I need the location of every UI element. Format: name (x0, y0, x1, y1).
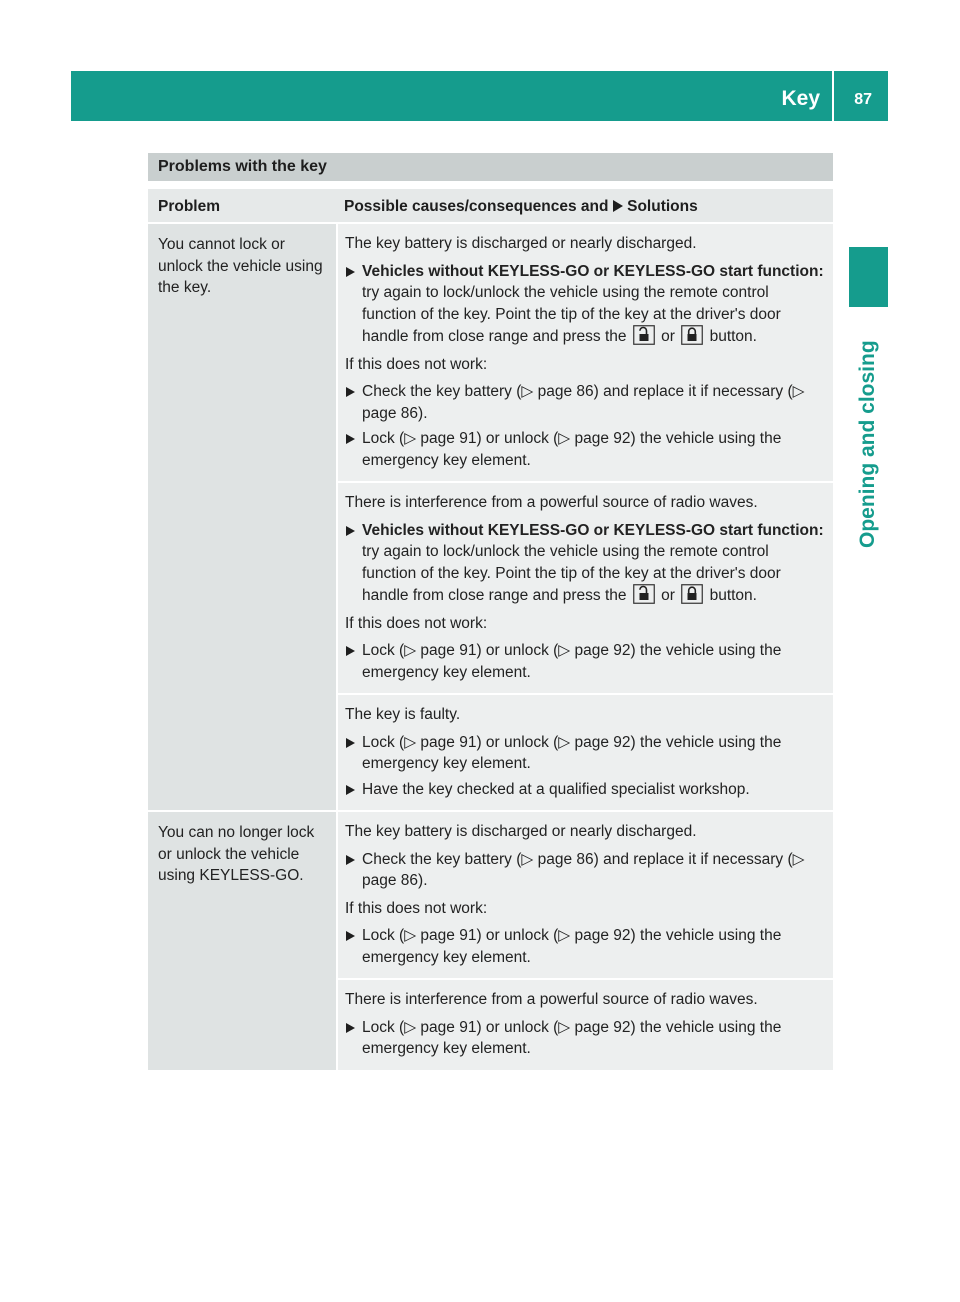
list-item: Lock (▷ page 91) or unlock (▷ page 92) the vehicle using the emergency key element. (345, 732, 827, 775)
cause-text: If this does not work: (345, 899, 488, 917)
causes-column (338, 812, 833, 1070)
list-item: Lock (▷ page 91) or unlock (▷ page 92) the vehicle using the emergency key element. (345, 1017, 827, 1060)
list-item: Vehicles without KEYLESS-GO or KEYLESS-GO start function: try again to lock/unlock the vehicle using the remote control function of the key. Point the tip of the key at the driver's door handle from close range and press the or button. (345, 261, 827, 348)
header-divider (832, 71, 834, 121)
section-title-bar (148, 153, 833, 181)
list-item: Check the key battery (▷ page 86) and replace it if necessary (▷ page 86). (345, 381, 827, 424)
cause-text: There is interference from a powerful source of radio waves. (345, 991, 758, 1008)
table-row (148, 812, 833, 1070)
lock-icon (681, 325, 703, 345)
cause-text: If this does not work: (345, 614, 488, 632)
header-causes: Possible causes/consequences and Solutions (344, 198, 698, 215)
problems-table (148, 189, 833, 1072)
header-title: Key (781, 87, 820, 110)
list-item: Lock (▷ page 91) or unlock (▷ page 92) the vehicle using the emergency key element. (345, 925, 827, 968)
section-title: Problems with the key (158, 158, 327, 175)
list-item: Lock (▷ page 91) or unlock (▷ page 92) the vehicle using the emergency key element. (345, 428, 827, 471)
arrow-right-icon (346, 646, 355, 656)
cause-text: The key battery is discharged or nearly discharged. (345, 235, 697, 252)
cause-block (338, 980, 833, 1070)
cause-block (338, 695, 833, 810)
table-row (148, 224, 833, 810)
cause-text: The key is faulty. (345, 706, 461, 723)
problem-cell: You can no longer lock or unlock the vehicle using KEYLESS-GO. (148, 812, 336, 1070)
cause-block (338, 483, 833, 693)
unlock-icon (633, 584, 655, 604)
arrow-right-icon (346, 855, 355, 865)
table-header-row (148, 189, 833, 222)
list-item: Have the key checked at a qualified specialist workshop. (345, 779, 827, 801)
arrow-right-icon (346, 785, 355, 795)
cause-text: There is interference from a powerful source of radio waves. (345, 494, 758, 511)
cause-text: The key battery is discharged or nearly discharged. (345, 823, 697, 840)
cause-block (338, 224, 833, 481)
problem-cell: You cannot lock or unlock the vehicle using the key. (148, 224, 336, 810)
arrow-right-icon (346, 387, 355, 397)
list-item: Vehicles without KEYLESS-GO or KEYLESS-GO start function: try again to lock/unlock the vehicle using the remote control function of the key. Point the tip of the key at the driver's door handle from close range and press the or button. (345, 520, 827, 607)
arrow-right-icon (346, 931, 355, 941)
cause-text: If this does not work: (345, 355, 488, 373)
arrow-right-icon (346, 1023, 355, 1033)
arrow-right-icon (346, 526, 355, 536)
arrow-right-icon (346, 267, 355, 277)
cause-block (338, 812, 833, 978)
arrow-right-icon (613, 200, 623, 212)
side-tab-label: Opening and closing (856, 340, 879, 548)
list-item: Lock (▷ page 91) or unlock (▷ page 92) the vehicle using the emergency key element. (345, 640, 827, 683)
arrow-right-icon (346, 434, 355, 444)
lock-icon (681, 584, 703, 604)
unlock-icon (633, 325, 655, 345)
arrow-right-icon (346, 738, 355, 748)
header-bar (71, 71, 888, 121)
header-problem: Problem (158, 198, 221, 215)
causes-column (338, 224, 833, 810)
list-item: Check the key battery (▷ page 86) and replace it if necessary (▷ page 86). (345, 849, 827, 892)
page-number: 87 (854, 91, 872, 108)
